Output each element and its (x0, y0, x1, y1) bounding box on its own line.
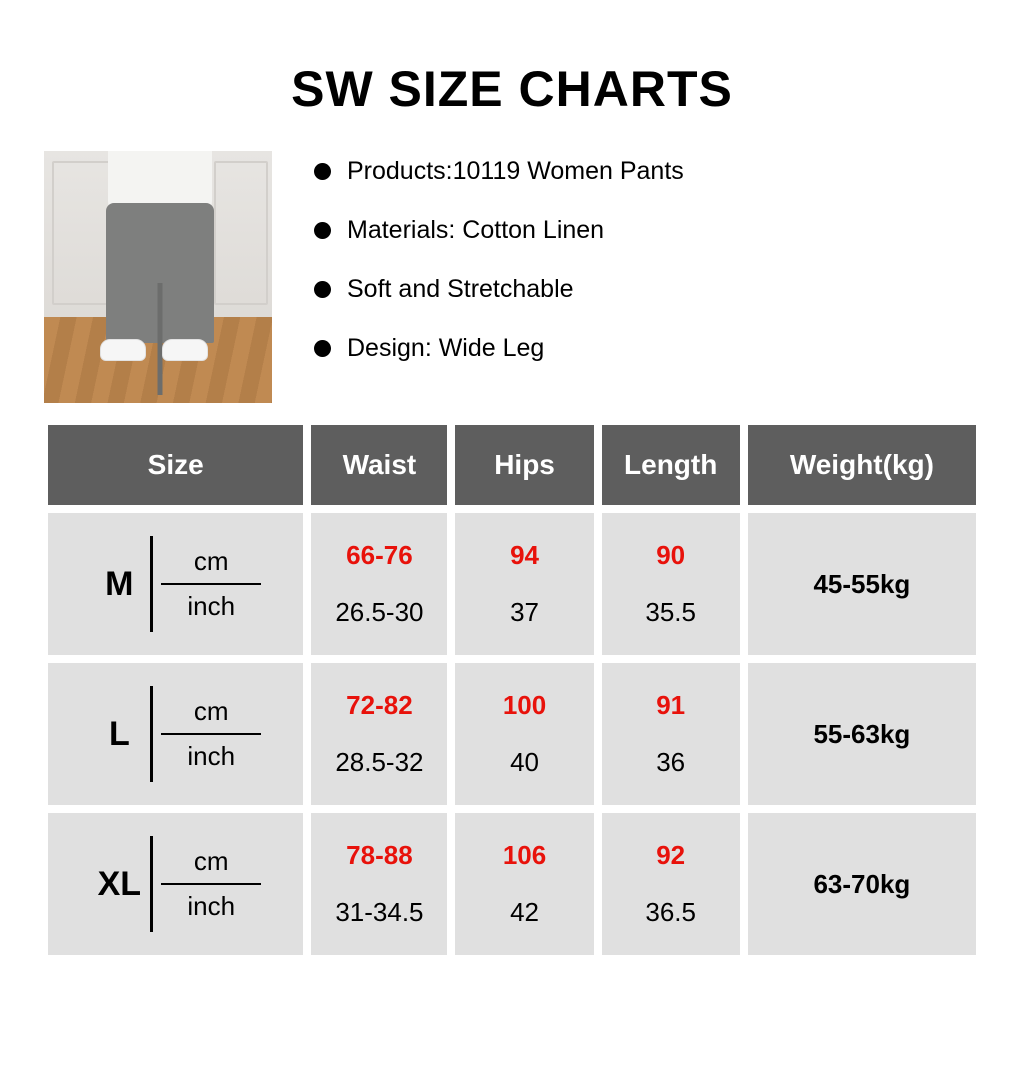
cell-weight: 63-70kg (748, 813, 976, 955)
cell-length (602, 813, 740, 955)
column-header-length: Length (602, 425, 740, 505)
bullet-dot-icon (314, 281, 331, 298)
cell-hips (455, 813, 593, 955)
unit-label-inch: inch (187, 891, 236, 921)
photo-grey-pants (106, 203, 214, 343)
cell-weight: 55-63kg (748, 663, 976, 805)
waist-inch-value: 26.5-30 (335, 597, 424, 627)
length-inch-value: 36 (656, 747, 686, 777)
table-row (48, 813, 976, 955)
bullet-label: Design: Wide Leg (347, 334, 545, 362)
cell-waist (311, 813, 447, 955)
cell-waist (311, 663, 447, 805)
size-label: M (105, 564, 134, 603)
cell-size (48, 813, 303, 955)
page-title: SW SIZE CHARTS (291, 61, 733, 117)
size-label: L (108, 714, 130, 753)
hips-cm-value: 94 (510, 540, 539, 570)
size-chart-table (40, 417, 984, 963)
length-inch-value: 35.5 (645, 597, 696, 627)
waist-inch-value: 28.5-32 (335, 747, 424, 777)
unit-label-inch: inch (187, 591, 236, 621)
unit-label-cm: cm (161, 690, 261, 735)
bullet-item-feel (314, 275, 1024, 304)
column-header-hips: Hips (455, 425, 593, 505)
hips-inch-value: 42 (510, 897, 539, 927)
size-chart-page (0, 62, 1024, 1086)
length-cm-value: 91 (656, 690, 686, 720)
size-label: XL (97, 864, 142, 903)
photo-shoe-left (100, 339, 146, 361)
hips-inch-value: 40 (510, 747, 539, 777)
column-header-weight: Weight(kg) (748, 425, 976, 505)
bullet-dot-icon (314, 163, 331, 180)
unit-label-cm: cm (161, 540, 261, 585)
table-row (48, 663, 976, 805)
length-cm-value: 90 (656, 540, 686, 570)
cell-weight: 45-55kg (748, 513, 976, 655)
cell-size (48, 663, 303, 805)
size-divider (150, 536, 153, 632)
product-photo (44, 151, 272, 403)
hips-cm-value: 100 (502, 690, 547, 720)
hips-inch-value: 37 (510, 597, 539, 627)
bullet-label: Soft and Stretchable (347, 275, 574, 303)
unit-label-inch: inch (187, 741, 236, 771)
product-info-section (0, 151, 1024, 403)
hips-cm-value: 106 (502, 840, 547, 870)
table-row (48, 513, 976, 655)
bullet-item-materials (314, 216, 1024, 245)
cell-length (602, 663, 740, 805)
bullet-dot-icon (314, 340, 331, 357)
unit-label-cm: cm (161, 840, 261, 885)
photo-shoe-right (162, 339, 208, 361)
table-header-row (48, 425, 976, 505)
bullet-item-design (314, 334, 1024, 363)
column-header-waist: Waist (311, 425, 447, 505)
length-cm-value: 92 (656, 840, 686, 870)
cell-size (48, 513, 303, 655)
length-inch-value: 36.5 (645, 897, 696, 927)
waist-cm-value: 72-82 (346, 690, 413, 720)
size-divider (150, 686, 153, 782)
wall-panel-right (214, 161, 268, 305)
column-header-size: Size (48, 425, 303, 505)
bullet-label: Products:10119 Women Pants (347, 157, 684, 185)
cell-hips (455, 513, 593, 655)
bullet-dot-icon (314, 222, 331, 239)
size-divider (150, 836, 153, 932)
photo-pants-seam (158, 283, 163, 395)
product-bullet-list (314, 151, 1024, 363)
cell-waist (311, 513, 447, 655)
wall-panel-left (52, 161, 114, 305)
waist-cm-value: 78-88 (346, 840, 413, 870)
cell-length (602, 513, 740, 655)
waist-inch-value: 31-34.5 (335, 897, 424, 927)
waist-cm-value: 66-76 (346, 540, 413, 570)
bullet-item-products (314, 157, 1024, 186)
bullet-label: Materials: Cotton Linen (347, 216, 605, 244)
cell-hips (455, 663, 593, 805)
